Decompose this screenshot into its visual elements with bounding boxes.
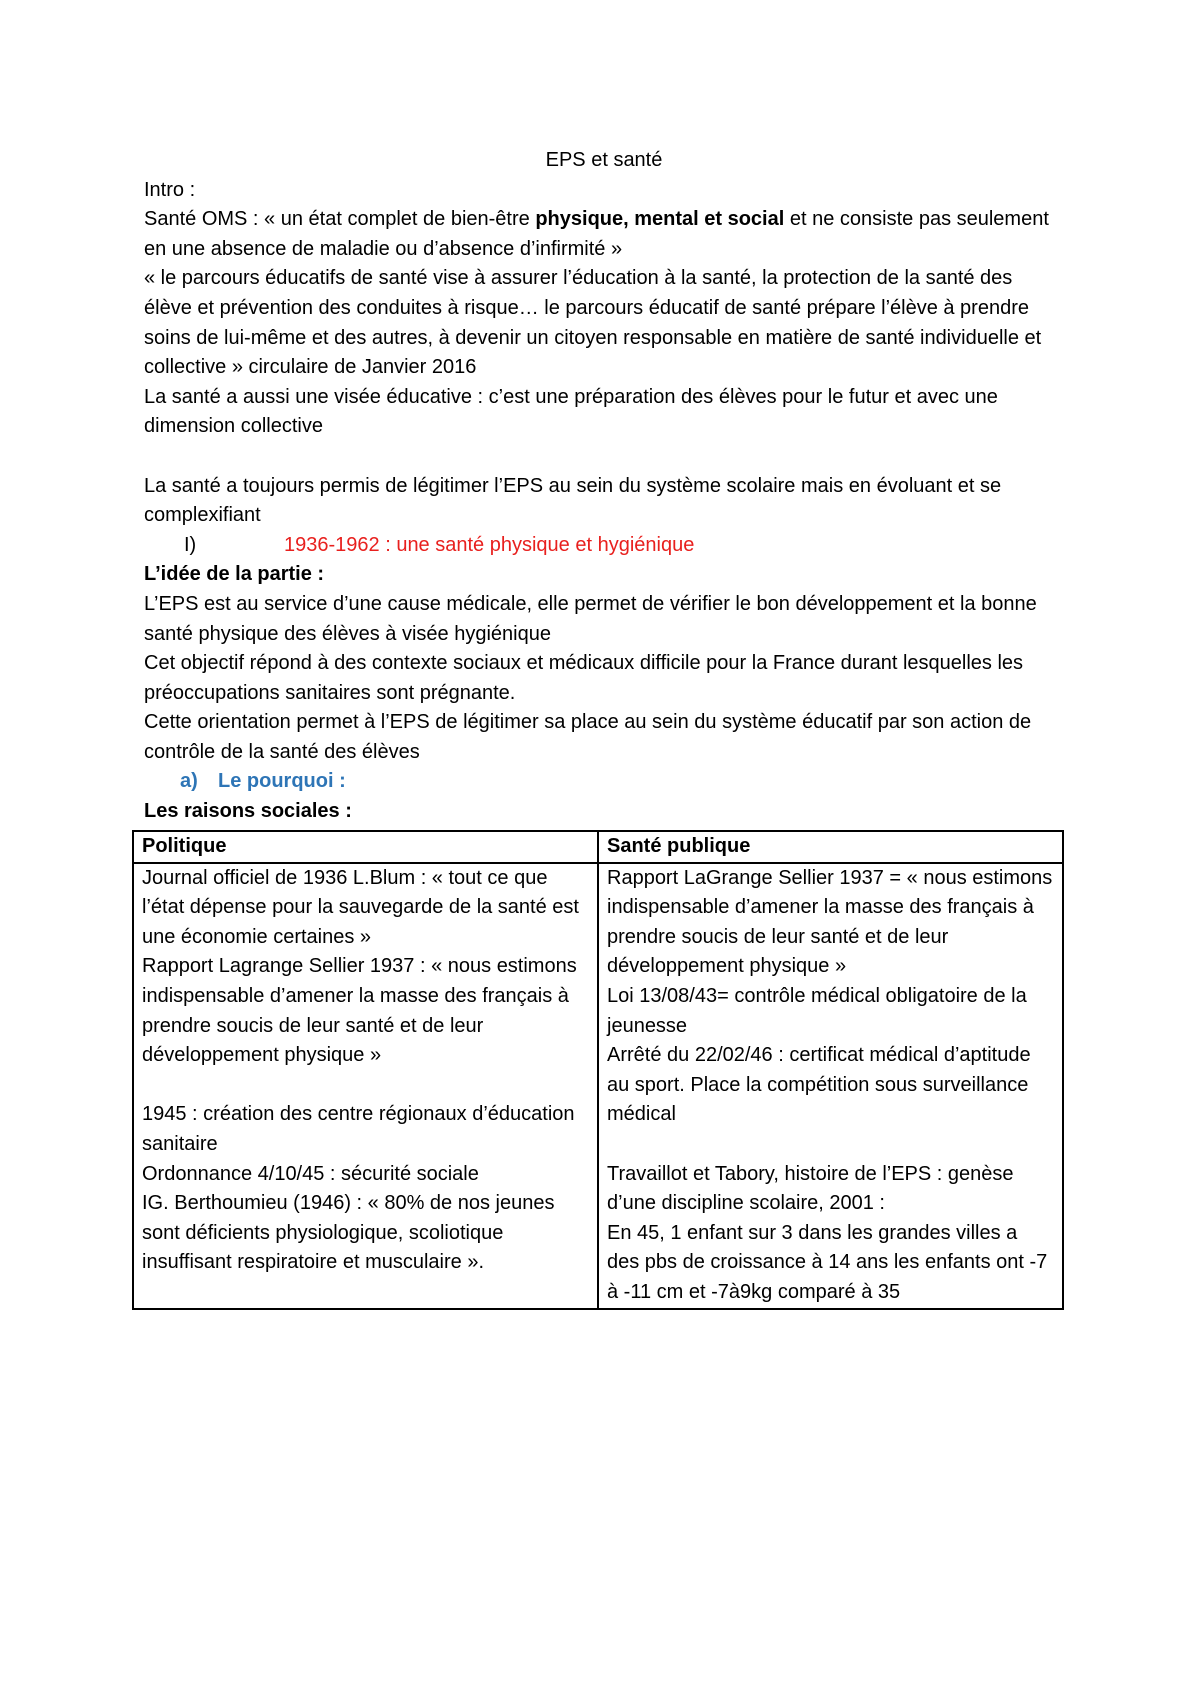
visee-educative: La santé a aussi une visée éducative : c’est une préparation des élèves pour le futur et avec une dimension collective [144,385,998,438]
politique-entry-ordonnance: Ordonnance 4/10/45 : sécurité sociale [142,1162,479,1185]
oms-definition [144,205,1064,264]
sante-blank-line [607,1130,1054,1160]
sante-entry-arrete-1946: Arrêté du 22/02/46 : certificat médical d’aptitude au sport. Place la compétition sous surveillance médical [607,1044,1031,1126]
section-1-heading [144,531,1064,561]
table-header-sante-publique: Santé publique [598,831,1063,863]
subsection-a-letter: a) [180,770,198,793]
raisons-sociales-table [132,830,1064,1310]
intro-heading: Intro : [144,178,196,201]
table-cell-politique [133,863,598,1309]
legitimer-paragraph: La santé a toujours permis de légitimer l’EPS au sein du système scolaire mais en évoluant et se complexifiant [144,474,1002,527]
section-1-paragraph-1: L’EPS est au service d’une cause médicale, elle permet de vérifier le bon développement et la bonne santé physique des élèves à visée hygiénique [144,592,1037,645]
sante-entry-travaillot: Travaillot et Tabory, histoire de l’EPS : genèse d’une discipline scolaire, 2001 : [607,1162,1014,1215]
section-1-number: I) [184,533,197,556]
politique-entry-blum: Journal officiel de 1936 L.Blum : « tout ce que l’état dépense pour la sauvegarde de la santé est une économie certaines » [142,866,579,948]
politique-entry-lagrange: Rapport Lagrange Sellier 1937 : « nous estimons indispensable d’amener la masse des français à prendre soucis de leur santé et de leur développement physique » [142,955,577,1067]
section-1-paragraph-3: Cette orientation permet à l’EPS de légitimer sa place au sein du système éducatif par son action de contrôle de la santé des élèves [144,711,1032,763]
subsection-a-title: Le pourquoi : [218,770,346,793]
table-header-row [133,831,1063,863]
document-body [144,146,1064,827]
oms-bold-terms: physique, mental et social [535,208,785,231]
sante-entry-loi-1943: Loi 13/08/43= contrôle médical obligatoire de la jeunesse [607,984,1027,1037]
section-1-paragraph-2: Cet objectif répond à des contexte sociaux et médicaux difficile pour la France durant lesquelles les préoccupations sanitaires sont prégnante. [144,652,1024,704]
parcours-quote: « le parcours éducatifs de santé vise à assurer l’éducation à la santé, la protection de la santé des élève et prévention des conduites à risque… le parcours éducatif de santé prépare l’élève à prendre soins de lui-même et des autres, à devenir un citoyen responsable en matière de santé individuelle et collective » circulaire de Janvier 2016 [144,267,1042,379]
table-row [133,863,1063,1309]
section-1-title: 1936-1962 : une santé physique et hygiénique [284,533,695,556]
sante-entry-lagrange: Rapport LaGrange Sellier 1937 = « nous estimons indispensable d’amener la masse des français à prendre soucis de leur santé et de leur développement physique » [607,866,1053,978]
politique-entry-berthoumieu: IG. Berthoumieu (1946) : « 80% de nos jeunes sont déficients physiologique, scoliotique insuffisant respiratoire et musculaire ». [142,1192,555,1274]
table-cell-sante-publique [598,863,1063,1309]
sante-entry-croissance: En 45, 1 enfant sur 3 dans les grandes villes a des pbs de croissance à 14 ans les enfants ont -7 à -11 cm et -7à9kg comparé à 35 [607,1221,1048,1303]
document-title: EPS et santé [545,149,663,171]
oms-suffix: et ne consiste pas seulement en une absence de maladie ou d’absence d’infirmité » [144,208,1049,260]
idee-heading: L’idée de la partie : [144,563,325,586]
raisons-sociales-heading: Les raisons sociales : [144,800,352,823]
politique-blank-line [142,1071,589,1101]
subsection-a-heading [144,767,1064,797]
oms-prefix: Santé OMS : « un état complet de bien-être [144,208,536,231]
table-header-politique: Politique [133,831,598,863]
politique-entry-1945: 1945 : création des centre régionaux d’éducation sanitaire [142,1103,575,1155]
blank-line [144,442,1064,472]
